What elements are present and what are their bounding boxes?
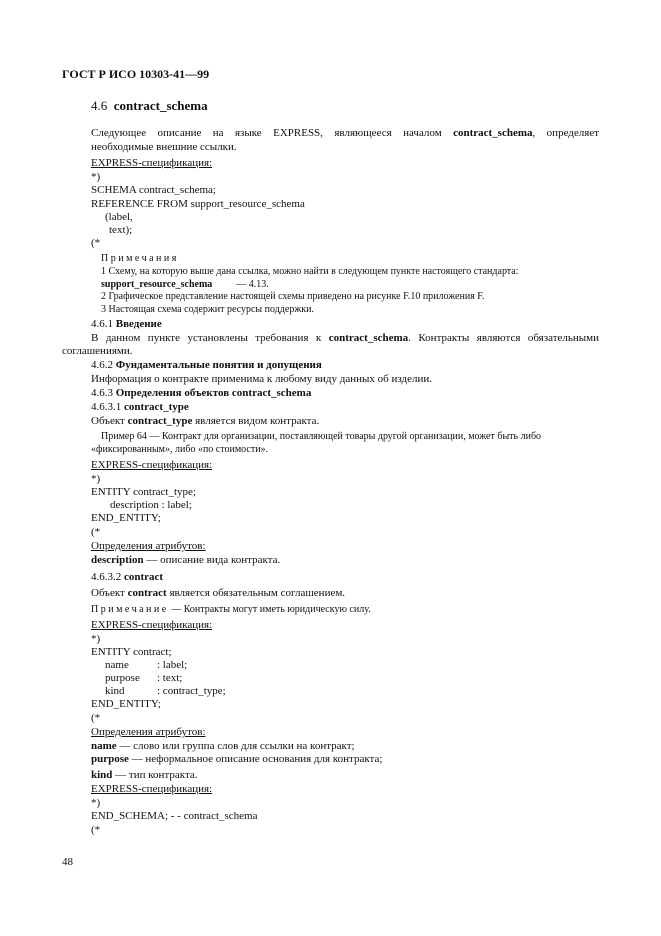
code-attr-name: name [105, 659, 129, 671]
attribute-text: — слово или группа слов для ссылки на контракт; [119, 740, 355, 752]
example-line: «фиксированным», либо «по стоимости». [91, 444, 269, 455]
note-ref-clause: — 4.13. [236, 279, 269, 290]
subsection-number: 4.6.3.2 [91, 571, 122, 583]
attribute-name: description [91, 554, 144, 566]
paragraph-text: Объект [91, 415, 125, 427]
intro-schema-name: contract_schema [453, 127, 533, 139]
code-comment-open: (* [91, 237, 101, 249]
note-title: Примечание [91, 604, 169, 615]
code-attr-type: : text; [157, 672, 183, 684]
attribute-text: — неформальное описание основания для контракта; [131, 753, 383, 765]
intro-text-end: , определяет [532, 127, 600, 139]
attribute-definition [91, 741, 355, 752]
attributes-label: Определения атрибутов: [91, 726, 206, 738]
entity-name: contract [127, 587, 167, 599]
note-1-reference [101, 280, 269, 290]
subsection-title: Введение [115, 318, 162, 330]
note-1: 1 Схему, на которую выше дана ссылка, можно найти в следующем пункте настоящего стандарта: [101, 266, 519, 277]
code-attr-row [105, 686, 226, 697]
intro-paragraph-line1 [91, 128, 599, 139]
page-number: 48 [62, 856, 73, 868]
code-comment-close: *) [91, 797, 101, 809]
subsection-title: Определения объектов contract_schema [115, 387, 312, 399]
code-line: END_ENTITY; [91, 698, 161, 710]
paragraph-line [91, 416, 319, 427]
code-comment-open: (* [91, 824, 101, 836]
note-line [91, 605, 371, 615]
express-spec-label: EXPRESS-спецификация: [91, 157, 213, 169]
subsection-heading [91, 402, 189, 413]
code-attr-row [105, 660, 187, 671]
note-2: 2 Графическое представление настоящей схемы приведено на рисунке F.10 приложения F. [101, 291, 485, 302]
code-attr-type: : label; [157, 659, 188, 671]
subsection-title: Фундаментальные понятия и допущения [115, 359, 322, 371]
attributes-label: Определения атрибутов: [91, 540, 206, 552]
section-heading [91, 99, 208, 112]
paragraph-text: В данном пункте установлены требования к [91, 332, 322, 344]
attribute-text: — описание вида контракта. [146, 554, 281, 566]
subsection-number: 4.6.3.1 [91, 401, 122, 413]
code-line: ENTITY contract; [91, 646, 172, 658]
paragraph-text: . Контракты являются обязательными [408, 332, 600, 344]
express-spec-label: EXPRESS-спецификация: [91, 619, 213, 631]
attribute-definition [91, 754, 382, 765]
subsection-heading [91, 319, 162, 330]
paragraph-line: Информация о контракте применима к любому виду данных об изделии. [91, 373, 433, 385]
note-ref-schema: support_resource_schema [101, 279, 213, 290]
section-title: contract_schema [113, 98, 208, 113]
code-line: SCHEMA contract_schema; [91, 184, 216, 196]
subsection-heading [91, 360, 322, 371]
subsection-number: 4.6.3 [91, 387, 113, 399]
subsection-title: contract [124, 571, 164, 583]
code-attr-name: purpose [105, 672, 140, 684]
code-attr-name: kind [105, 685, 125, 697]
notes-title: Примечания [101, 253, 179, 264]
schema-name: contract_schema [328, 332, 409, 344]
attribute-name: purpose [91, 753, 129, 765]
intro-text: Следующее описание на языке EXPRESS, являющееся началом [91, 127, 442, 139]
subsection-heading [91, 388, 311, 399]
express-spec-label: EXPRESS-спецификация: [91, 783, 213, 795]
code-line: END_SCHEMA; - - contract_schema [91, 810, 258, 822]
code-line: (label, [105, 211, 133, 223]
code-comment-close: *) [91, 633, 101, 645]
code-line: REFERENCE FROM support_resource_schema [91, 198, 305, 210]
example-line: Пример 64 — Контракт для организации, поставляющей товары другой организации, может быть либо [101, 431, 542, 442]
paragraph-line [91, 333, 599, 344]
paragraph-line: соглашениями. [62, 345, 133, 357]
code-attr-type: : contract_type; [157, 685, 226, 697]
document-header: ГОСТ Р ИСО 10303-41—99 [62, 67, 210, 81]
subsection-number: 4.6.1 [91, 318, 113, 330]
section-number: 4.6 [91, 98, 108, 113]
attribute-name: name [91, 740, 117, 752]
code-line: description : label; [110, 499, 192, 511]
code-comment-close: *) [91, 473, 101, 485]
code-line: END_ENTITY; [91, 512, 161, 524]
note-3: 3 Настоящая схема содержит ресурсы поддержки. [101, 304, 314, 315]
paragraph-text: является обязательным соглашением. [169, 587, 346, 599]
paragraph-text: является видом контракта. [195, 415, 320, 427]
code-comment-close: *) [91, 171, 101, 183]
code-line: ENTITY contract_type; [91, 486, 196, 498]
subsection-number: 4.6.2 [91, 359, 113, 371]
code-comment-open: (* [91, 526, 101, 538]
subsection-title: contract_type [124, 401, 189, 413]
code-attr-row [105, 673, 182, 684]
subsection-heading [91, 572, 163, 583]
code-line: text); [109, 224, 133, 236]
attribute-text: — тип контракта. [115, 769, 198, 781]
paragraph-text: Объект [91, 587, 125, 599]
paragraph-line [91, 588, 345, 599]
attribute-name: kind [91, 769, 113, 781]
entity-name: contract_type [127, 415, 193, 427]
intro-paragraph-line2: необходимые внешние ссылки. [91, 141, 237, 153]
attribute-definition [91, 770, 198, 781]
attribute-definition [91, 555, 280, 566]
note-text: — Контракты могут иметь юридическую силу. [171, 604, 371, 615]
code-comment-open: (* [91, 712, 101, 724]
express-spec-label: EXPRESS-спецификация: [91, 459, 213, 471]
